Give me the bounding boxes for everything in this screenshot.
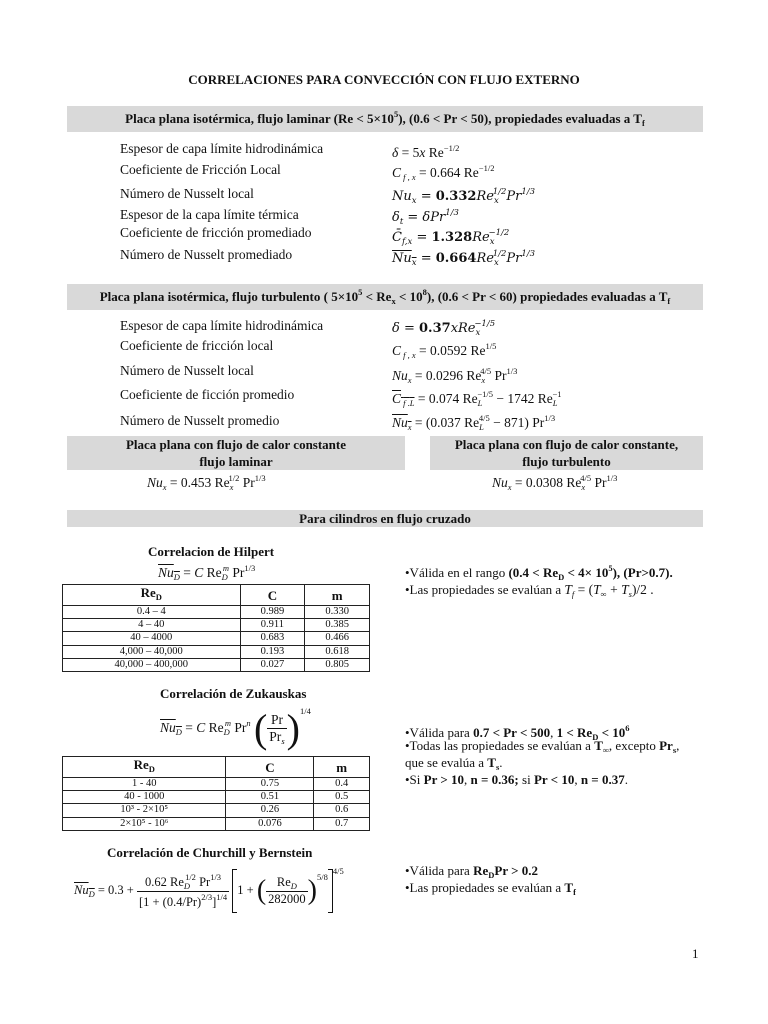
zukauskas-note-range: •Válida para 0.7 < Pr < 500, $1 < Re_D < 10^6$ (405, 723, 630, 742)
header-constant-flux-turbulent: Placa plana con flujo de calor constante, flujo turbulento (430, 436, 703, 470)
row-label: Número de Nusselt promediado (120, 247, 293, 262)
row-label: Coeficiente de ficción promedio (120, 387, 295, 402)
row-label: Número de Nusselt promedio (120, 413, 280, 428)
row-label: Coeficiente de Fricción Local (120, 162, 281, 177)
equation: $Nu_D = C$ $Re_D^m$ Pr$^n$ ( $\frac{Pr}{Pr_s}$ )$^{1/4}$ (160, 705, 311, 751)
row-label: Coeficiente de fricción promediado (120, 225, 312, 240)
section-header-cylinders: Para cilindros en flujo cruzado (67, 510, 703, 527)
churchill-note-props: •Las propiedades se evalúan a $T_f$ (405, 880, 576, 897)
section-header-laminar: Placa plana isotérmica, flujo laminar $(Re < 5\times 10^5)$, (0.6 < Pr < 50), propiedades evaluadas a $T_f$ (67, 106, 703, 132)
equation: C $_{f .L}$ = 0.074 $Re_L^{-1/5} - 1742$ $Re_L^{-1}$ (392, 389, 562, 408)
equation: $C̄_{f,x} = 1.328Re_x^{-1/2}$ (392, 228, 510, 247)
table-row: 2×10⁵ - 10⁶ 0.076 0.7 (63, 817, 370, 830)
row-label: Coeficiente de fricción local (120, 338, 274, 353)
table-row: 1 - 40 0.75 0.4 (63, 778, 370, 791)
hilpert-note-range: •Válida en el rango $(0.4 < Re_D < 4\times 10^5)$, (Pr>0.7). (405, 563, 673, 582)
zukauskas-note-n: •Si Pr > 10, n = 0.36; si Pr < 10, n = 0.37. (405, 772, 628, 787)
zukauskas-title: Correlación de Zukauskas (160, 686, 307, 701)
table-row: 40 - 1000 0.51 0.5 (63, 791, 370, 804)
equation: $Nu_x = 0.664Re_x^{1/2}Pr^{1/3}$ (392, 249, 536, 268)
equation: δ = 5x $Re^{-1/2}$ (392, 143, 460, 160)
header-constant-flux-laminar: Placa plana con flujo de calor constante flujo laminar (67, 436, 405, 470)
equation: $Nu_x = (0.037$ $Re_L^{4/5} - 871$) $Pr^{1/3}$ (392, 413, 556, 432)
zukauskas-table: $Re_D$ C m 1 - 40 0.75 0.4 40 - 1000 0.51 0.5 10³ - 2×10⁵ 0.26 0.6 2×10⁵ - 10⁶ 0.076 0.7 (62, 756, 370, 831)
zukauskas-note-props: •Todas las propiedades se evalúan a $T_\infty$, excepto $Pr_s$, (405, 738, 680, 755)
row-label: Espesor de capa límite hidrodinámica (120, 318, 324, 333)
table-row: 10³ - 2×10⁵ 0.26 0.6 (63, 804, 370, 817)
equation: $Nu_x = 0.0308$ $Re_x^{4/5}$ $Pr^{1/3}$ (492, 473, 618, 492)
equation: $Nu_D = C$ $Re_D^m$ $Pr^{1/3}$ (158, 563, 256, 582)
churchill-note-range: •Válida para $Re_DPr > 0.2$ (405, 863, 539, 880)
zukauskas-note-ts: que se evalúa a $T_s$. (405, 755, 503, 772)
equation: C $_{f , x}$ = 0.664 $Re^{-1/2}$ (392, 163, 495, 182)
row-label: Número de Nusselt local (120, 186, 254, 201)
equation: δ = 0.37xRe$_x^{-1/5}$ (392, 319, 496, 338)
page-number: 1 (692, 946, 699, 961)
page-title: CORRELACIONES PARA CONVECCIÓN CON FLUJO EXTERNO (188, 72, 580, 87)
equation: $Nu_x = 0.0296$ $Re_x^{4/5}$ $Pr^{1/3}$ (392, 366, 518, 385)
table-row: 40 – 4000 0.683 0.466 (63, 632, 370, 645)
row-label: Número de Nusselt local (120, 363, 254, 378)
equation: $Nu_x = 0.332Re_x^{1/2}Pr^{1/3}$ (392, 187, 536, 206)
hilpert-title: Correlacion de Hilpert (148, 544, 275, 559)
equation: $\delta_t = \delta Pr^{1/3}$ (392, 208, 459, 227)
row-label: Espesor de capa límite hidrodinámica (120, 141, 324, 156)
table-row: 4,000 – 40,000 0.193 0.618 (63, 645, 370, 658)
churchill-title: Correlación de Churchill y Bernstein (107, 845, 313, 860)
row-label: Espesor de la capa límite térmica (120, 207, 299, 222)
hilpert-table: $Re_D$ C m 0.4 – 4 0.989 0.330 4 – 40 0.911 0.385 40 – 4000 0.683 0.466 4,000 – 40,000 0.193 0.618 40,000 – 400,000 0.027 0.805 (62, 584, 370, 672)
equation: $Nu_D = 0.3$ + $\frac{0.62 Re_D^{1/2} Pr^{1/3}}{[1 + (0.4/Pr)^{2/3}]^{1/4}}$ 1 + ( $\frac{Re_D}{282000}$ )$^{5/84/5}$ (74, 866, 344, 913)
table-row: 40,000 – 400,000 0.027 0.805 (63, 658, 370, 671)
equation: $Nu_x = 0.453$ $Re_x^{1/2}$ $Pr^{1/3}$ (147, 473, 266, 492)
hilpert-note-props: •Las propiedades se evalúan a $T_f = (T_\infty + T_s)/2$ . (405, 582, 654, 599)
table-row: 0.4 – 4 0.989 0.330 (63, 606, 370, 619)
table-row: 4 – 40 0.911 0.385 (63, 619, 370, 632)
equation: C $_{f , x}$ = 0.0592 $Re^{1/5}$ (392, 341, 497, 360)
section-header-turbulent: Placa plana isotérmica, flujo turbulento ( $5\times 10^5 < Re_x < 10^8$), (0.6 < Pr < 60) propiedades evaluadas a $T_f$ (67, 284, 703, 310)
